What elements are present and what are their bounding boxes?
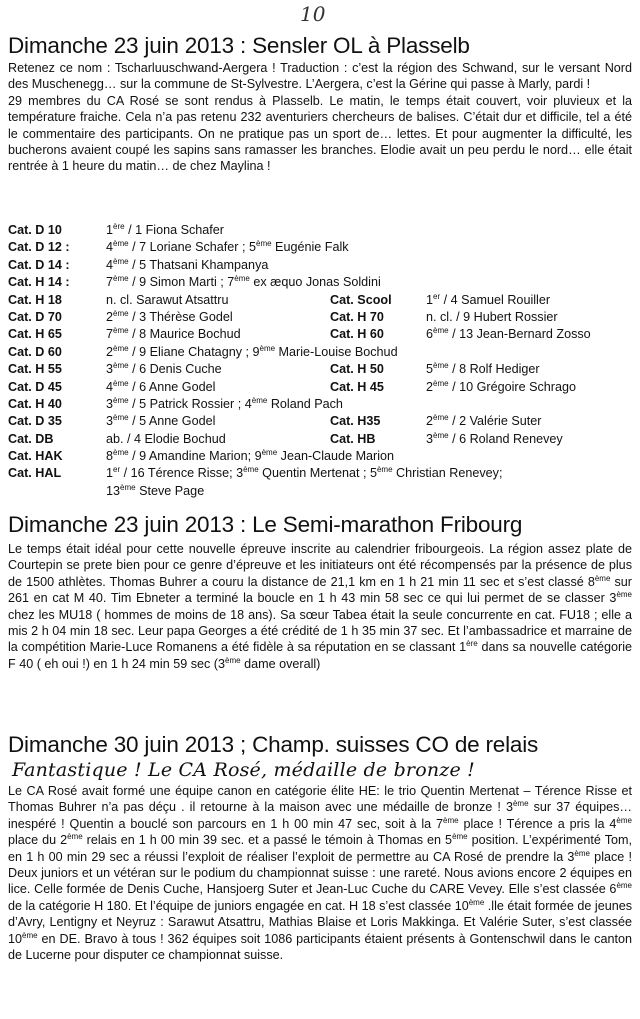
result-entry: 3ème / 6 Denis Cuche [106, 360, 222, 377]
section-text: Le CA Rosé avait formé une équipe canon en catégorie élite HE: le trio Quentin Mertenat – Térence Risse et Thomas Buhrer n’a pas déçu . il retourne à la maison avec une médaille de bronze ! 3ème sur 37 équipes… inespéré ! Quentin a bouclé son parcours en 1 h 00 min 47 sec, soit à la 7ème place ! Térence a pris la 4ème place du 2ème relais en 1 h 00 min 39 sec. et a passé le témoin à Thomas en 5ème position. L’expérimenté Tom, en 1 h 00 min 29 sec a réussi l’exploit de réaliser l’exploit de permettre au CA Rosé de prendre la 3ème place ! Deux juniors et un vétéran sur le podium du championnat suisse : une rareté. Nous avions encore 2 équipes en lice. Celle formée de Denis Cuche, Hansjoerg Suter et Jean-Luc Cuche du CARE Vevey. Elle s’est classée 6ème de la catégorie H 180. Et l’équipe de juniors engagée en cat. H 18 s’est classée 10ème .lle était formée de jeunes d’Avry, Lentigny et Neyruz : Sarawut Atsattru, Mathias Blaise et Loris Makkinga. Et Valérie Suter, s’est classée 10ème en DE. Bravo à tous ! 362 équipes soit 1086 participants étaient présents à Gontenschwil dans le canton de Lucerne pour disputer ce championnat suisse. [8, 784, 633, 963]
result-category: Cat. H 50 [330, 362, 384, 377]
result-category: Cat. H 45 [330, 379, 384, 394]
result-row [8, 292, 632, 309]
result-entry: 8ème / 9 Amandine Marion; 9ème Jean-Claude Marion [106, 447, 395, 464]
result-entry: 2ème / 10 Grégoire Schrago [426, 378, 576, 394]
result-category: Cat. H 70 [330, 309, 384, 324]
result-row [8, 448, 632, 465]
result-row [8, 309, 632, 326]
result-entry: 5ème / 8 Rolf Hediger [426, 360, 540, 377]
result-entry: 1ère / 1 Fiona Schafer [106, 221, 224, 237]
result-row [8, 465, 632, 482]
result-category: Cat. HAK [8, 449, 63, 464]
result-row [8, 361, 632, 378]
result-entry: 2ème / 3 Thérèse Godel [106, 308, 233, 324]
result-entry: 3ème / 6 Roland Renevey [426, 430, 563, 446]
result-row [8, 274, 632, 291]
result-category: Cat. D 45 [8, 379, 62, 394]
result-category: Cat. D 10 [8, 223, 62, 237]
result-category: Cat. D 35 [8, 414, 62, 429]
result-entry: 2ème / 9 Eliane Chatagny ; 9ème Marie-Louise Bochud [106, 343, 398, 359]
result-category: Cat. H 65 [8, 327, 62, 342]
result-row [8, 344, 632, 361]
result-category: Cat. H 55 [8, 362, 62, 377]
result-entry: ab. / 4 Elodie Bochud [106, 431, 226, 446]
result-category: Cat. HB [330, 431, 376, 446]
result-category: Cat. H 18 [8, 292, 62, 307]
result-category: Cat. D 70 [8, 309, 62, 324]
result-entry: 7ème / 9 Simon Marti ; 7ème ex æquo Jonas Soldini [106, 273, 381, 290]
result-row [8, 379, 632, 396]
result-entry: 3ème / 5 Patrick Rossier ; 4ème Roland Pach [106, 395, 343, 411]
result-entry: 2ème / 2 Valérie Suter [426, 413, 542, 429]
result-entry: 1er / 16 Térence Risse; 3ème Quentin Mertenat ; 5ème Christian Renevey; [106, 465, 503, 481]
result-category: Cat. D 12 : [8, 240, 70, 255]
result-row [8, 326, 632, 343]
result-row [8, 483, 632, 500]
result-entry: 6ème / 13 Jean-Bernard Zosso [426, 326, 591, 342]
result-entry: 13ème Steve Page [106, 482, 205, 498]
results-list [8, 222, 632, 500]
result-row [8, 396, 632, 413]
result-category: Cat. D 14 : [8, 257, 70, 272]
result-category: Cat. H35 [330, 414, 381, 429]
result-row [8, 257, 632, 274]
result-entry: n. cl. / 9 Hubert Rossier [426, 309, 558, 324]
section-title: Dimanche 23 juin 2013 : Sensler OL à Plasselb [8, 33, 470, 58]
section-text: Le temps était idéal pour cette nouvelle épreuve inscrite au calendrier fribourgeois. La région assez plate de Courtepin se prete bien pour ce genre d’épreuve et les initiateurs ont été récompensés par la présence de plus de 1500 athlètes. Thomas Buhrer a couru la distance de 21,1 km en 1 h 21 min 11 sec et s’est classé 8ème sur 261 en cat M 40. Tim Ebneter a terminé la boucle en 1 h 43 min 58 sec ce qui lui permet de se classer 3ème chez les MU18 ( hommes de moins de 18 ans). Sa sœur Tabea était la seule concurrente en cat. FU18 ; elle a mis 2 h 04 min 18 sec. Leur papa Georges a été crédité de 1 h 35 min 37 sec. Et l’ambassadrice et marraine de la compétition Marie-Luce Romanens a été fidèle à sa réputation en se classant 1ère dans sa nouvelle catégorie F 40 ( eh oui !) en 1 h 24 min 59 sec (3ème dame overall) [8, 542, 633, 671]
result-entry: 3ème / 5 Anne Godel [106, 413, 216, 429]
result-category: Cat. D 60 [8, 344, 62, 359]
result-entry: 4ème / 6 Anne Godel [106, 378, 216, 394]
result-row [8, 239, 632, 256]
result-entry: n. cl. Sarawut Atsattru [106, 292, 229, 307]
result-entry: 4ème / 7 Loriane Schafer ; 5ème Eugénie Falk [106, 239, 349, 255]
section-subtitle: Fantastique ! Le CA Rosé, médaille de bronze ! [12, 759, 476, 781]
result-row [8, 222, 632, 239]
section-title: Dimanche 30 juin 2013 ; Champ. suisses CO de relais [8, 732, 539, 757]
result-category: Cat. H 14 : [8, 275, 70, 290]
result-row [8, 413, 632, 430]
result-category: Cat. H 40 [8, 396, 62, 411]
result-row [8, 431, 632, 448]
result-category: Cat. Scool [330, 292, 392, 307]
result-entry: 1er / 4 Samuel Rouiller [426, 291, 551, 307]
result-entry: 4ème / 5 Thatsani Khampanya [106, 256, 269, 272]
result-entry: 7ème / 8 Maurice Bochud [106, 326, 241, 342]
result-category: Cat. DB [8, 431, 54, 446]
result-category: Cat. HAL [8, 466, 62, 481]
section-title: Dimanche 23 juin 2013 : Le Semi-marathon Fribourg [8, 512, 523, 537]
result-category: Cat. H 60 [330, 327, 384, 342]
page-number: 10 [300, 2, 326, 26]
section-intro: Retenez ce nom : Tscharluuschwand-Aergera ! Traduction : c’est la région des Schwand, sur le versant Nord des Muschenegg… sur la commune de St-Sylvestre. L’Aergera, c’est la Gérine qui passe à Marly, pardi ! 29 membres du CA Rosé se sont rendus à Plasselb. Le matin, le temps était couvert, voir pluvieux et la température fraiche. Cela n’a pas retenu 232 aventuriers chercheurs de balises. C’était dur et difficile, tel a été le commentaire des participants. On ne pratique pas un sport de… lettes. Et pour augmenter la difficulté, les bucherons avaient coupé les sapins sans ramasser les branches. Elodie avait un peu perdu le nord… elle était rentrée à 1 heure du matin… de chez Maylina ! [8, 61, 632, 174]
